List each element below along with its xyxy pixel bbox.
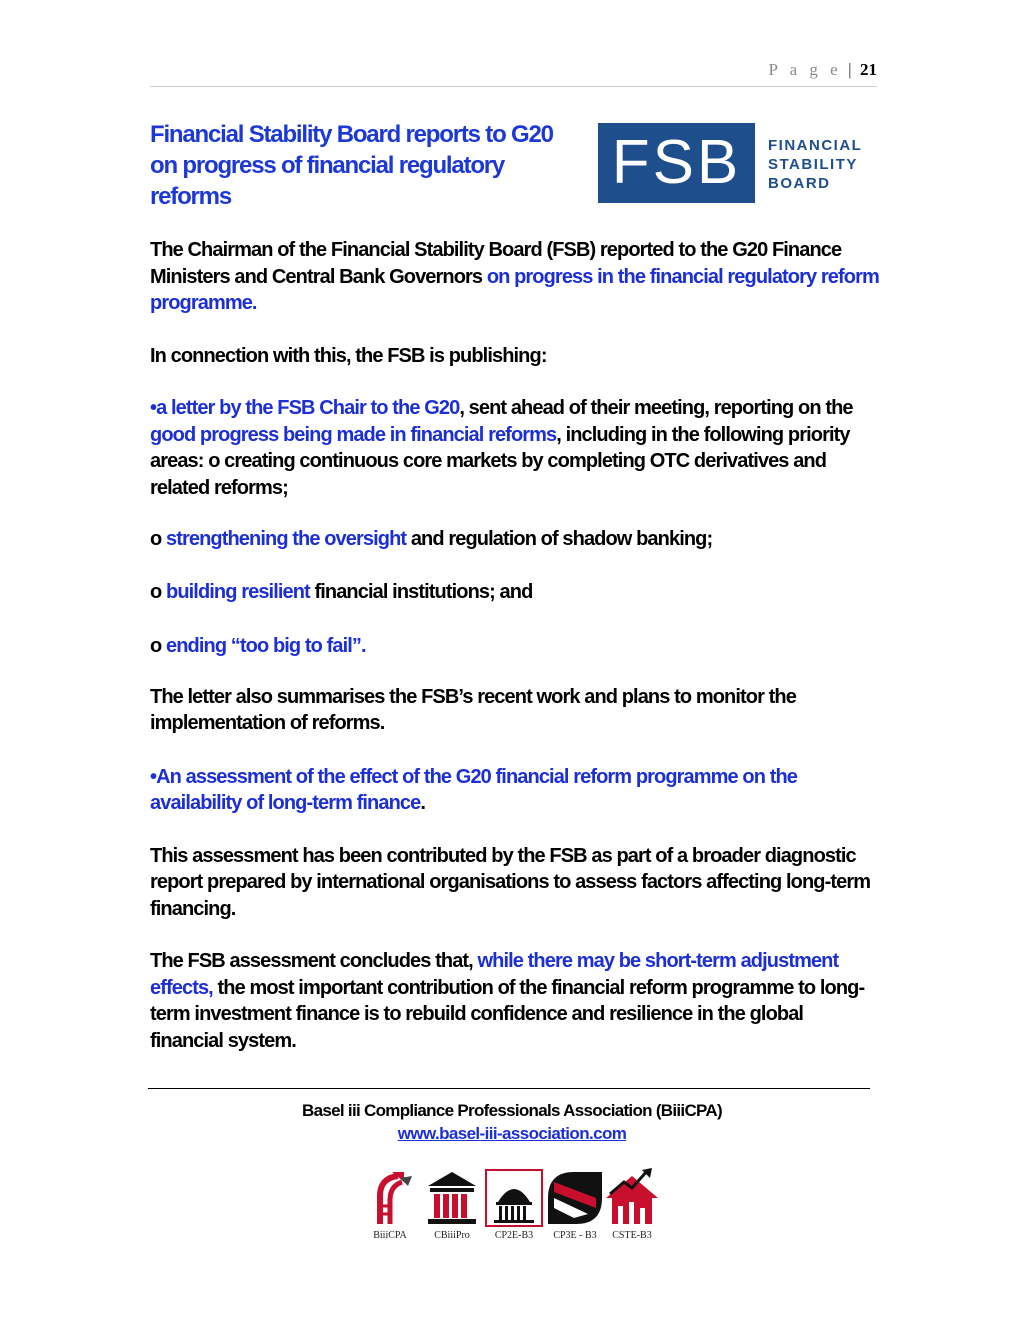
association-logos (362, 1168, 662, 1246)
logo-caption: CBiiiPro (434, 1230, 470, 1241)
logo-caption: BiiiCPA (373, 1230, 407, 1241)
logo-caption: CP2E-B3 (494, 1230, 534, 1241)
paragraph-conclusion (150, 948, 880, 1054)
fsb-logo-box (598, 123, 755, 203)
fsb-logo (598, 123, 873, 205)
paragraph-letter (150, 395, 880, 501)
paragraph-assessment-detail: This assessment has been contributed by the FSB as part of a broader diagnostic report prepared by international organisations to assess factors affecting long-term financing. (150, 844, 871, 920)
bullet-highlight: ending “too big to fail”. (166, 635, 366, 657)
letter-text: , sent ahead of their meeting, reporting on the (459, 397, 853, 419)
biiicpa-logo (362, 1168, 422, 1246)
dome-building-icon (484, 1168, 544, 1228)
intro-text: The Chairman of the Financial Stability Board (FSB) reported to the G20 Finance Ministers and Central Bank Governors (150, 239, 842, 288)
intro-highlight: on progress in the financial regulatory reform programme. (150, 265, 879, 314)
bullet-marker: o (150, 580, 162, 603)
paragraph-intro (150, 237, 880, 317)
cp2e-b3-logo (484, 1168, 544, 1246)
page-header (150, 60, 877, 87)
article-title: Financial Stability Board reports to G20 on progress of financial regulatory reforms (150, 121, 553, 210)
cste-b3-logo (602, 1168, 662, 1246)
logo-caption: CP3E - B3 (553, 1230, 597, 1241)
paragraph-publishing: In connection with this, the FSB is publishing: (150, 344, 547, 367)
fsb-logo-words (768, 136, 862, 193)
house-chart-icon (602, 1168, 662, 1228)
arch-arrows-icon (362, 1168, 422, 1228)
footer-divider (148, 1088, 870, 1089)
assessment-period: . (420, 792, 426, 814)
footer-url-link[interactable]: www.basel-iii-association.com (397, 1124, 627, 1143)
paragraph-assessment-link (150, 764, 880, 817)
cbiiipro-logo (422, 1168, 482, 1246)
bullet-marker: o (150, 528, 162, 550)
bullet-text: financial institutions; and (309, 580, 533, 603)
conclusion-text: The FSB assessment concludes that, (150, 950, 478, 972)
building-columns-icon (422, 1168, 482, 1228)
letter-link[interactable]: •a letter by the FSB Chair to the G20 (150, 397, 460, 419)
paragraph-letter-summary: The letter also summarises the FSB’s recent work and plans to monitor the implementation of reforms. (150, 685, 796, 734)
letter-text-continued: , including in the following priority areas: o creating continuous core markets by completing OTC derivatives and related reforms; (150, 423, 850, 499)
fsb-word: FINANCIAL (768, 137, 863, 154)
bullet-highlight: building resilient (166, 580, 310, 603)
letter-highlight: good progress being made in financial reforms (150, 423, 557, 446)
footer-organization: Basel iii Compliance Professionals Association (BiiiCPA) (302, 1101, 722, 1120)
page-number: 21 (860, 60, 877, 79)
conclusion-text-continued: the most important contribution of the financial reform programme to long-term investment finance is to rebuild confidence and resilience in the global financial system. (150, 976, 865, 1052)
bullet-text: and regulation of shadow banking; (406, 528, 713, 550)
fsb-word: STABILITY (768, 156, 858, 173)
bullet-too-big-to-fail (150, 633, 880, 660)
fsb-acronym: FSB (611, 128, 742, 197)
bullet-highlight: strengthening the oversight (166, 528, 407, 550)
logo-caption: CSTE-B3 (612, 1230, 652, 1241)
page-label: P a g e (768, 60, 842, 79)
conclusion-highlight: while there may be short-term adjustment effects, (150, 950, 839, 999)
bullet-resilient (150, 579, 880, 606)
fsb-word: BOARD (768, 175, 831, 192)
bullet-oversight (150, 526, 880, 553)
article-body (150, 237, 880, 1054)
assessment-link[interactable]: •An assessment of the effect of the G20 financial reform programme on the availability of long-term finance (150, 765, 798, 814)
bullet-marker: o (150, 635, 162, 657)
swoosh-emblem-icon (544, 1168, 606, 1228)
page-separator: | (848, 60, 852, 79)
